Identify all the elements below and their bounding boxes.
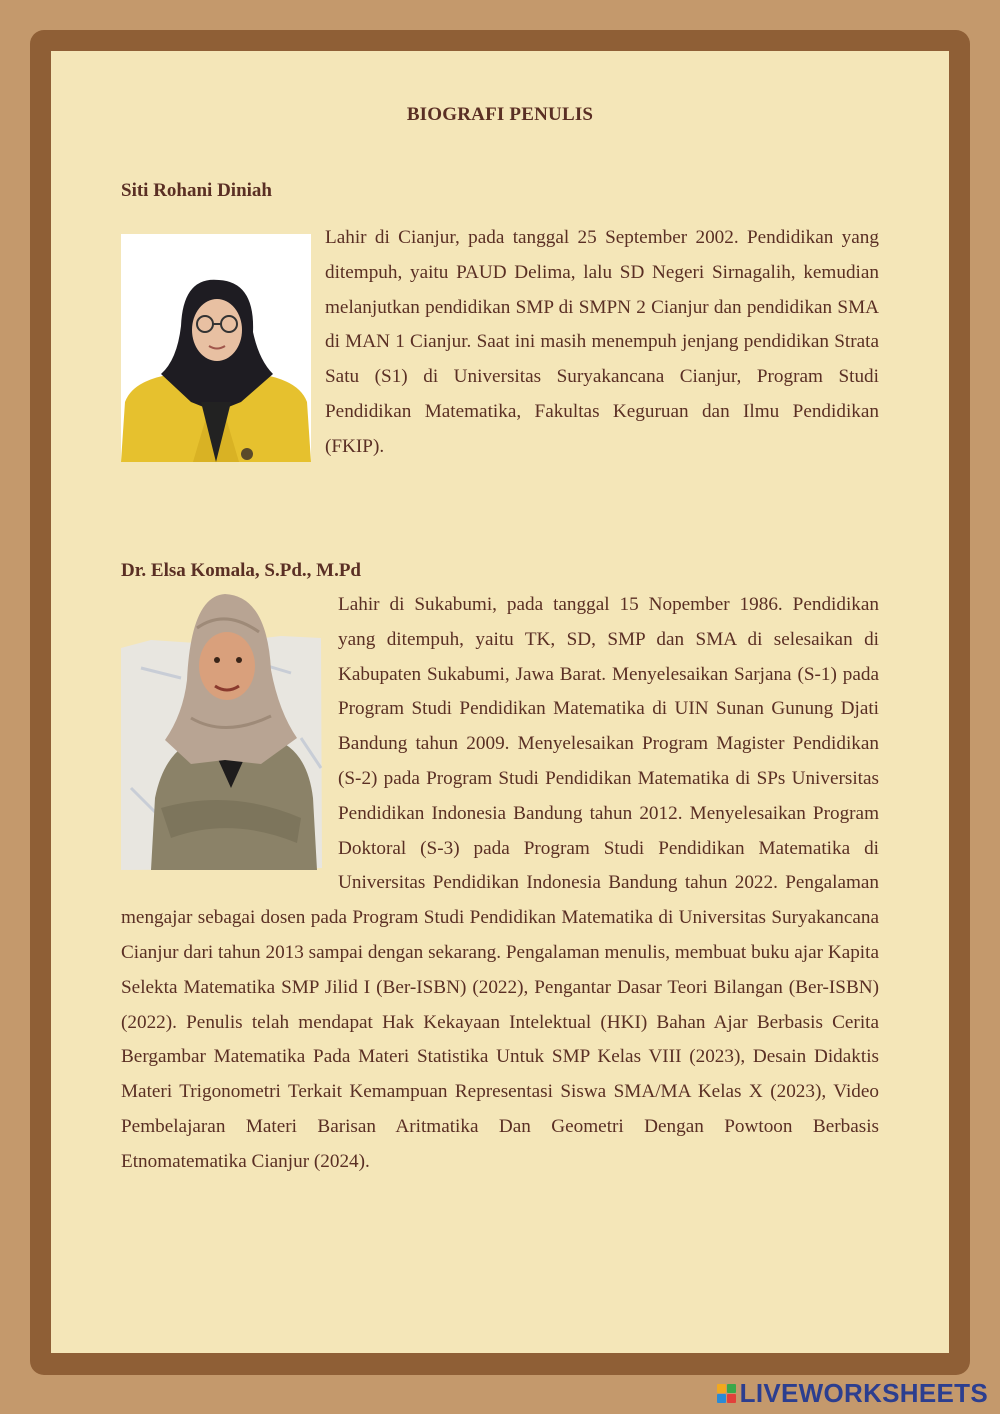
liveworksheets-logo bbox=[717, 1378, 988, 1408]
liveworksheets-logo-text: LIVEWORKSHEETS bbox=[739, 1377, 988, 1408]
author-bio-1: Lahir di Cianjur, pada tanggal 25 September 2002. Pendidikan yang ditempuh, yaitu PAUD Delima, lalu SD Negeri Sirnagalih, kemudian melanjutkan pendidikan SMP di SMPN 2 Cianjur dan pendidikan SMA di MAN 1 Cianjur. Saat ini masih menempuh jenjang pendidikan Strata Satu (S1) di Universitas Suryakancana Cianjur, Program Studi Pendidikan Matematika, Fakultas Keguruan dan Ilmu Pendidikan (FKIP). bbox=[325, 227, 879, 457]
author-name-1: Siti Rohani Diniah bbox=[121, 180, 272, 201]
liveworksheets-logo-icon bbox=[717, 1384, 736, 1403]
author-photo-1 bbox=[121, 234, 311, 462]
author-name-2: Dr. Elsa Komala, S.Pd., M.Pd bbox=[121, 560, 361, 581]
page-title: BIOGRAFI PENULIS bbox=[406, 104, 594, 125]
author-bio-2-container bbox=[121, 588, 879, 1180]
author-bio-2: Lahir di Sukabumi, pada tanggal 15 Nopember 1986. Pendidikan yang ditempuh, yaitu TK, SD, SMP dan SMA di selesaikan di Kabupaten Sukabumi, Jawa Barat. Menyelesaikan Sarjana (S-1) pada Program Studi Pendidikan Matematika di UIN Sunan Gunung Djati Bandung tahun 2009. Menyelesaikan Program Magister Pendidikan (S-2) pada Program Studi Pendidikan Matematika di SPs Universitas Pendidikan Indonesia Bandung tahun 2012. Menyelesaikan Program Doktoral (S-3) pada Program Studi Pendidikan Matematika di Universitas Pendidikan Indonesia Bandung tahun 2022. Pengalaman mengajar sebagai dosen pada Program Studi Pendidikan Matematika di Universitas Suryakancana Cianjur dari tahun 2013 sampai dengan sekarang. Pengalaman menulis, membuat buku ajar Kapita Selekta Matematika SMP Jilid I (Ber-ISBN) (2022), Pengantar Dasar Teori Bilangan (Ber-ISBN) (2022). Penulis telah mendapat Hak Kekayaan Intelektual (HKI) Bahan Ajar Berbasis Cerita Bergambar Matematika Pada Materi Statistika Untuk SMP Kelas VIII (2023), Desain Didaktis Materi Trigonometri Terkait Kemampuan Representasi Siswa SMA/MA Kelas X (2023), Video Pembelajaran Materi Barisan Aritmatika Dan Geometri Dengan Powtoon Berbasis Etnomatematika Cianjur (2024). bbox=[121, 594, 879, 1172]
author-photo-2 bbox=[121, 588, 338, 878]
